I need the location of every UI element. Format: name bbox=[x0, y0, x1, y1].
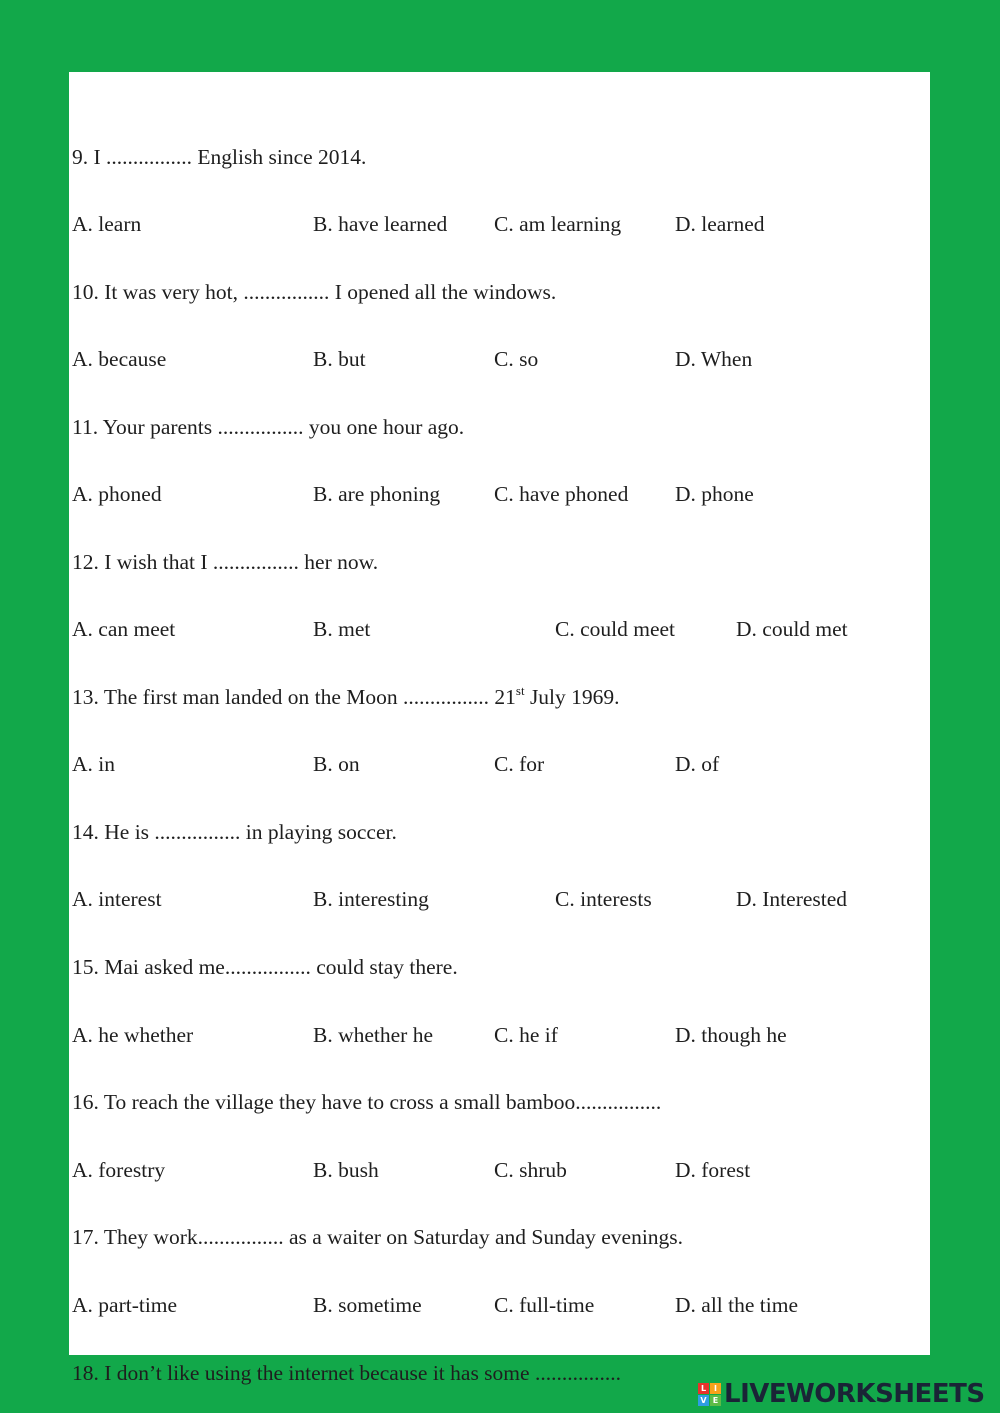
option-c[interactable]: C. full-time bbox=[494, 1293, 595, 1317]
liveworksheets-footer bbox=[698, 1376, 985, 1412]
question-stem: 15. Mai asked me................ could stay there. bbox=[72, 955, 458, 979]
question-stem: 18. I don’t like using the internet because it has some ................ bbox=[72, 1361, 621, 1385]
option-b[interactable]: B. are phoning bbox=[313, 482, 441, 506]
option-b[interactable]: B. but bbox=[313, 347, 366, 371]
answer-options-row bbox=[69, 884, 930, 914]
answer-options-row bbox=[69, 749, 930, 779]
option-a[interactable]: A. because bbox=[72, 347, 167, 371]
question-stem-text: 13. The first man landed on the Moon ................ 21 bbox=[72, 685, 516, 709]
option-b[interactable]: B. interesting bbox=[313, 887, 429, 911]
option-d[interactable]: D. phone bbox=[675, 482, 754, 506]
live-logo-icon bbox=[698, 1383, 721, 1406]
answer-options-row bbox=[69, 344, 930, 374]
question-stem: 16. To reach the village they have to cross a small bamboo................ bbox=[72, 1090, 662, 1114]
option-a[interactable]: A. learn bbox=[72, 212, 142, 236]
option-a[interactable]: A. can meet bbox=[72, 617, 176, 641]
logo-letter: V bbox=[698, 1395, 709, 1406]
ordinal-superscript: st bbox=[515, 682, 525, 698]
question-stem-text: July 1969. bbox=[524, 685, 620, 709]
option-c[interactable]: C. could meet bbox=[555, 617, 676, 641]
worksheet-page bbox=[69, 72, 930, 1385]
question-stem: 9. I ................ English since 2014. bbox=[72, 145, 367, 169]
logo-letter: I bbox=[710, 1383, 721, 1394]
option-c[interactable]: C. so bbox=[494, 347, 539, 371]
option-a[interactable]: A. in bbox=[72, 752, 115, 776]
option-d[interactable]: D. forest bbox=[675, 1158, 751, 1182]
option-a[interactable]: A. interest bbox=[72, 887, 162, 911]
answer-options-row bbox=[69, 1020, 930, 1050]
question-stem: 14. He is ................ in playing soccer. bbox=[72, 820, 397, 844]
answer-options-row bbox=[69, 1155, 930, 1185]
question-stem: 10. It was very hot, ................ I opened all the windows. bbox=[72, 280, 557, 304]
option-c[interactable]: C. interests bbox=[555, 887, 652, 911]
option-c[interactable]: C. am learning bbox=[494, 212, 622, 236]
option-c[interactable]: C. shrub bbox=[494, 1158, 567, 1182]
option-b[interactable]: B. bush bbox=[313, 1158, 379, 1182]
answer-options-row bbox=[69, 479, 930, 509]
option-d[interactable]: D. Interested bbox=[736, 887, 848, 911]
option-b[interactable]: B. on bbox=[313, 752, 360, 776]
question-stem: 12. I wish that I ................ her now. bbox=[72, 550, 379, 574]
option-a[interactable]: A. forestry bbox=[72, 1158, 166, 1182]
option-d[interactable]: D. all the time bbox=[675, 1293, 798, 1317]
option-d[interactable]: D. of bbox=[675, 752, 720, 776]
logo-letter: E bbox=[710, 1395, 721, 1406]
question-stem bbox=[72, 682, 620, 712]
logo-letter: L bbox=[698, 1383, 709, 1394]
option-c[interactable]: C. he if bbox=[494, 1023, 558, 1047]
option-c[interactable]: C. for bbox=[494, 752, 545, 776]
answer-options-row bbox=[69, 1290, 930, 1320]
option-b[interactable]: B. whether he bbox=[313, 1023, 434, 1047]
answer-options-row bbox=[69, 614, 930, 644]
option-a[interactable]: A. he whether bbox=[72, 1023, 194, 1047]
option-d[interactable]: D. could met bbox=[736, 617, 848, 641]
option-d[interactable]: D. When bbox=[675, 347, 753, 371]
question-stem: 11. Your parents ................ you one hour ago. bbox=[72, 415, 465, 439]
answer-options-row bbox=[69, 209, 930, 239]
question-stem: 17. They work................ as a waiter on Saturday and Sunday evenings. bbox=[72, 1225, 684, 1249]
option-b[interactable]: B. have learned bbox=[313, 212, 448, 236]
option-d[interactable]: D. though he bbox=[675, 1023, 787, 1047]
brand-name: LIVEWORKSHEETS bbox=[724, 1379, 985, 1409]
option-b[interactable]: B. met bbox=[313, 617, 371, 641]
option-a[interactable]: A. part-time bbox=[72, 1293, 178, 1317]
option-b[interactable]: B. sometime bbox=[313, 1293, 422, 1317]
option-a[interactable]: A. phoned bbox=[72, 482, 162, 506]
option-d[interactable]: D. learned bbox=[675, 212, 765, 236]
option-c[interactable]: C. have phoned bbox=[494, 482, 629, 506]
